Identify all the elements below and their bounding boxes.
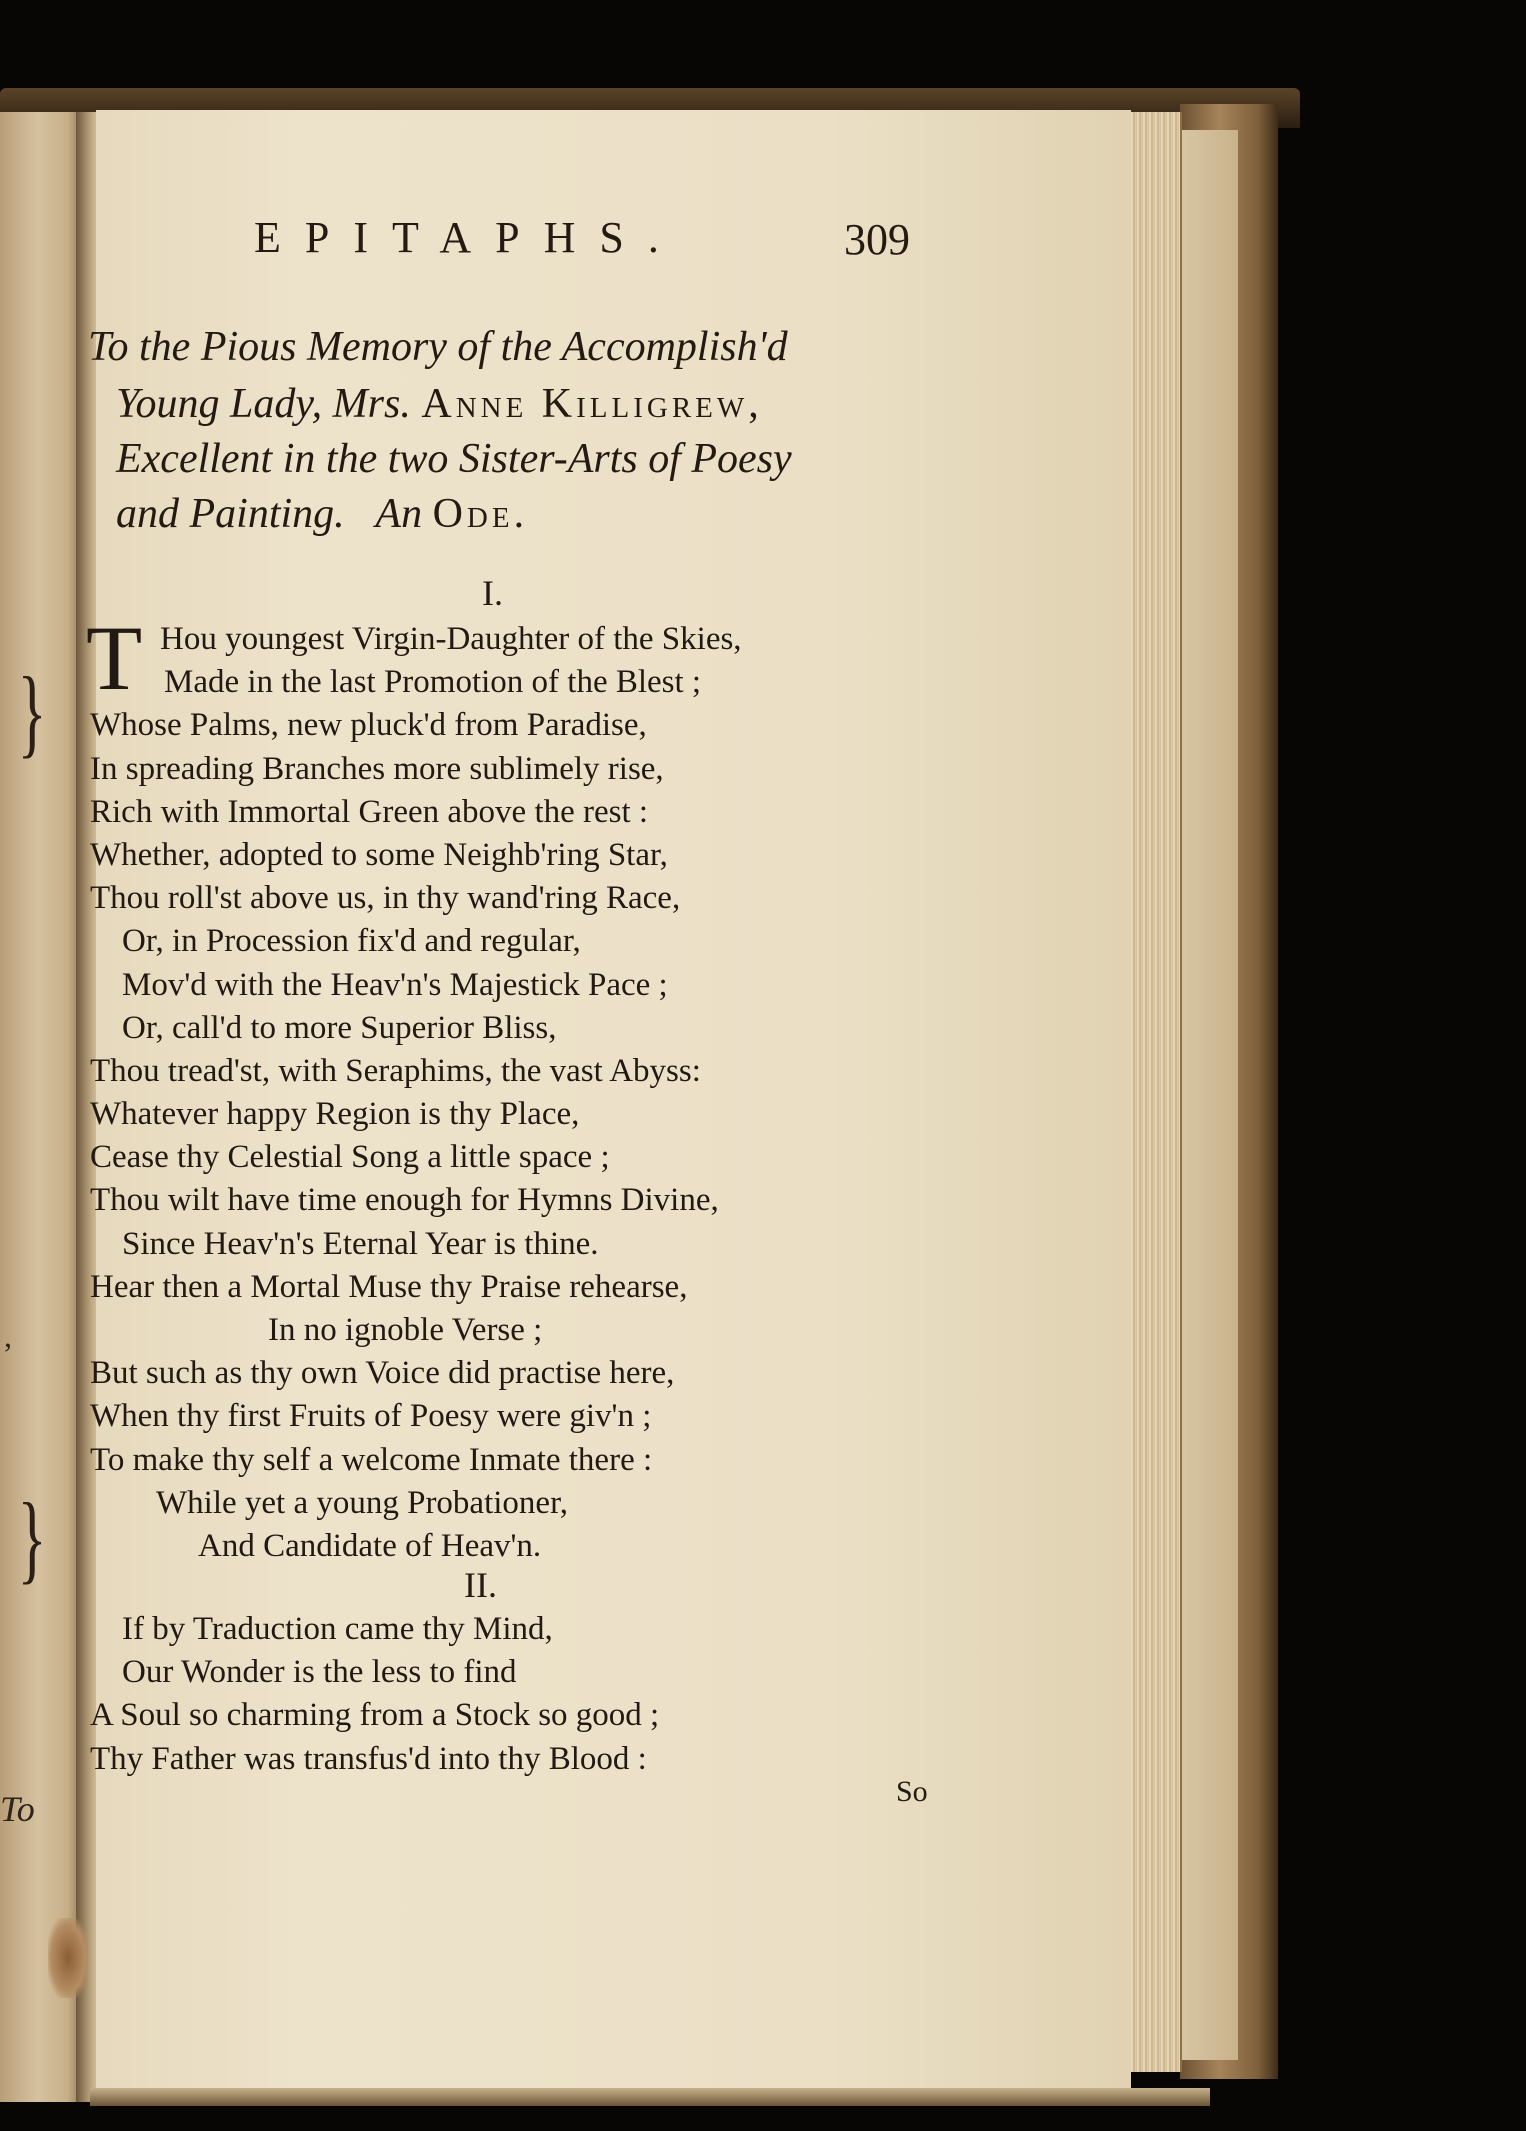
drop-cap: T <box>86 607 143 709</box>
page-number: 309 <box>844 215 910 264</box>
title-name: Anne Killigrew, <box>421 381 763 427</box>
verse-line: While yet a young Probationer, <box>156 1484 568 1521</box>
verse-line: In spreading Branches more sublimely rise, <box>90 750 664 787</box>
title-line-2-part-a: Young Lady, Mrs. <box>116 381 411 427</box>
title-ode: Ode. <box>432 491 529 537</box>
left-page-brace-mark: } <box>17 656 47 767</box>
running-head: EPITAPHS. <box>254 213 683 262</box>
verse-line: Made in the last Promotion of the Blest ; <box>164 664 702 701</box>
left-page-catchword: To <box>0 1789 35 1829</box>
verse-line: To make thy self a welcome Inmate there : <box>90 1441 653 1478</box>
verse-line: Thou wilt have time enough for Hymns Divine, <box>90 1182 719 1219</box>
verse-line: Hou youngest Virgin-Daughter of the Skies, <box>160 621 742 657</box>
stanza-2 <box>90 1608 659 1781</box>
stanza-1 <box>90 618 742 1568</box>
verse-line: And Candidate of Heav'n. <box>198 1527 542 1564</box>
verse-line: Whatever happy Region is thy Place, <box>90 1096 580 1133</box>
verse-line: But such as thy own Voice did practise here, <box>90 1355 675 1392</box>
verse-line: Whose Palms, new pluck'd from Paradise, <box>90 707 647 744</box>
poem-title-line-3: Excellent in the two Sister-Arts of Poesy <box>116 436 792 482</box>
poem-title-line-2 <box>116 377 763 431</box>
verse-line: Thou roll'st above us, in thy wand'ring Race, <box>90 880 681 917</box>
verse-line: A Soul so charming from a Stock so good ; <box>90 1697 660 1734</box>
verse-line: Rich with Immortal Green above the rest : <box>90 793 649 830</box>
verse-line: When thy first Fruits of Poesy were giv'n ; <box>90 1398 652 1435</box>
page-stain <box>48 1918 88 1998</box>
verse-line: Or, call'd to more Superior Bliss, <box>122 1009 557 1046</box>
verse-line: Thy Father was transfus'd into thy Blood : <box>90 1740 647 1777</box>
left-page-comma: , <box>4 1318 12 1354</box>
verse-line: If by Traduction came thy Mind, <box>122 1611 553 1647</box>
catchword: So <box>896 1775 928 1808</box>
verse-line: In no ignoble Verse ; <box>268 1312 543 1348</box>
left-page-brace-mark: } <box>17 1482 47 1593</box>
title-line-4-part-a: and Painting. <box>116 491 345 537</box>
stanza-number: II. <box>464 1565 497 1605</box>
poem-title-line-1: To the Pious Memory of the Accomplish'd <box>88 324 788 370</box>
verse-line: Mov'd with the Heav'n's Majestick Pace ; <box>122 966 668 1003</box>
verse-line: Thou tread'st, with Seraphims, the vast Abyss: <box>90 1052 701 1089</box>
title-line-4-part-b: An <box>375 491 423 537</box>
book-bottom-edge <box>90 2088 1210 2106</box>
back-cover-inner <box>1178 130 1238 2060</box>
poem-title-line-4 <box>116 487 528 541</box>
verse-line: Or, in Procession fix'd and regular, <box>122 923 581 960</box>
verse-line: Since Heav'n's Eternal Year is thine. <box>122 1225 599 1262</box>
verse-line: Hear then a Mortal Muse thy Praise rehearse, <box>90 1268 688 1305</box>
stanza-number: I. <box>482 573 503 613</box>
verse-line: Cease thy Celestial Song a little space ; <box>90 1139 610 1176</box>
verse-line: Whether, adopted to some Neighb'ring Star, <box>90 836 668 873</box>
verse-line: Our Wonder is the less to find <box>122 1654 517 1691</box>
